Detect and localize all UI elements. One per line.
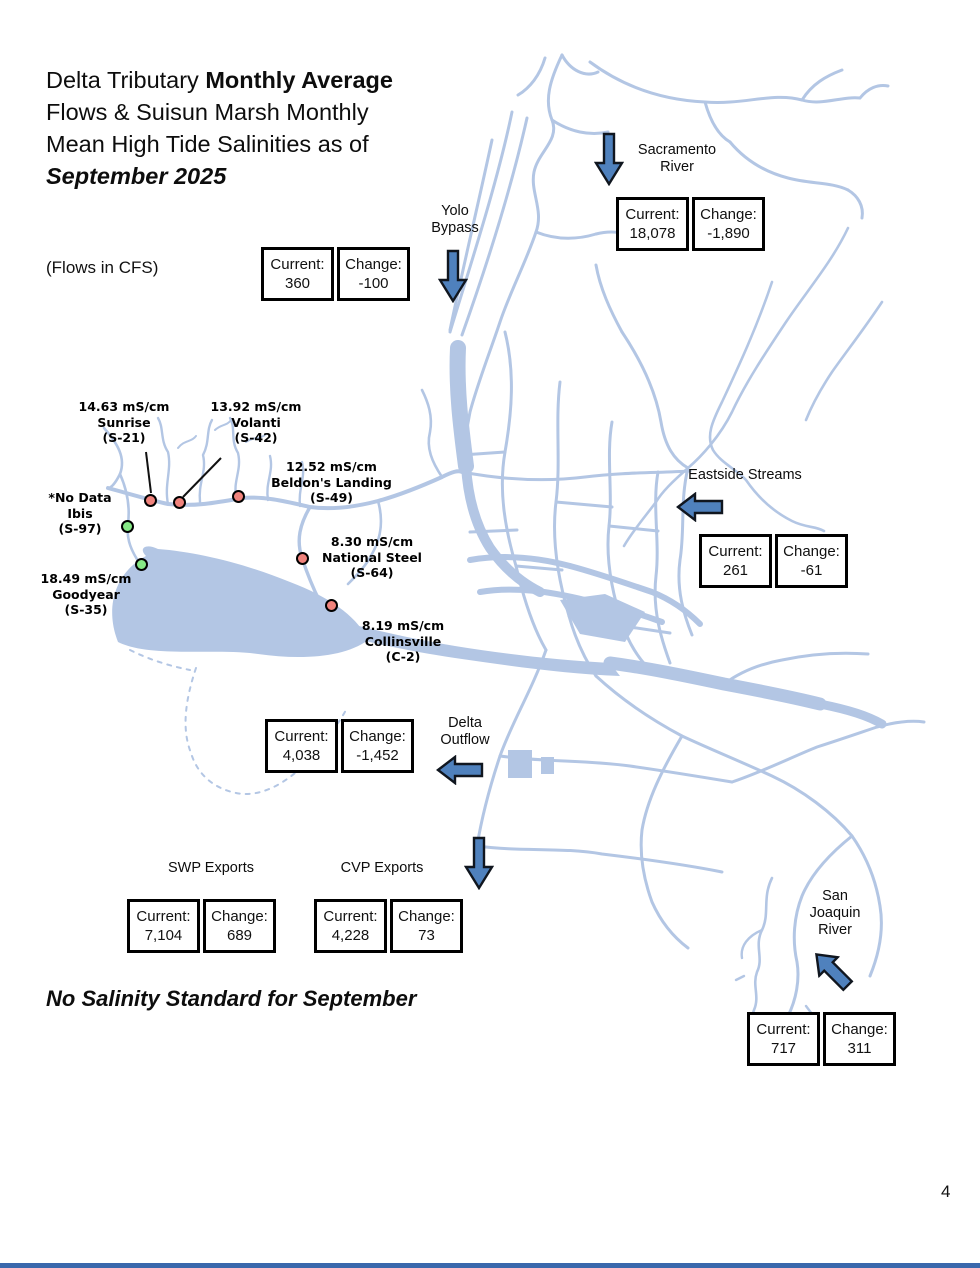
eastside-streams-label [660,467,830,484]
sacramento-label-line1: Sacramento [637,142,717,158]
swp-change-cell [203,899,276,953]
sunrise-value: 14.63 mS/cm [78,399,170,414]
volanti-code: (S-42) [234,430,278,445]
station-label-sunrise [58,399,190,446]
national-steel-name: National Steel [322,549,422,565]
title-line-4: September 2025 [46,163,227,189]
swp-current-cell [127,899,200,953]
current-label: Current: [756,1020,811,1038]
sjr-current-cell [747,1012,820,1066]
cvp-label-line1: CVP Exports [340,860,424,876]
footer-accent-bar [0,1263,980,1268]
eastside-label-line1: Eastside Streams [688,467,802,483]
sunrise-station-dot [144,494,157,507]
swp-change-value: 689 [226,926,253,944]
sacramento-river-label [617,142,737,176]
ibis-value: *No Data [48,490,112,505]
eastside-current-cell [699,534,772,588]
page-title [46,64,486,192]
yolo-bypass-label-line2: Bypass [431,220,479,236]
swp-current-value: 7,104 [144,926,183,944]
delta-outflow-left-arrow-icon [436,755,484,785]
current-label: Current: [274,727,329,745]
sunrise-code: (S-21) [102,430,146,445]
sjr-change-value: 311 [847,1039,872,1057]
beldons-landing-station-dot [232,490,245,503]
eastside-change-cell [775,534,848,588]
station-leader-lines [146,452,221,497]
yolo-change-value: -100 [358,274,389,292]
goodyear-code: (S-35) [64,602,108,617]
collinsville-station-dot [325,599,338,612]
swp-label-line1: SWP Exports [168,860,254,876]
sjr-change-cell [823,1012,896,1066]
yolo-bypass-table [261,247,410,301]
volanti-name: Volanti [231,414,281,430]
change-label: Change: [211,907,268,925]
outflow-change-cell [341,719,414,773]
sacramento-change-value: -1,890 [707,224,750,242]
ibis-station-dot [121,520,134,533]
yolo-change-cell [337,247,410,301]
title-bold-part: Monthly Average [205,67,393,93]
change-label: Change: [831,1020,888,1038]
sjr-current-value: 717 [770,1039,797,1057]
collinsville-value: 8.19 mS/cm [361,618,445,633]
station-label-ibis [34,490,126,537]
sacramento-label-line2: River [660,159,694,175]
change-label: Change: [700,205,757,223]
outflow-current-value: 4,038 [282,746,321,764]
beldons-code: (S-49) [309,490,353,505]
exports-down-arrow-icon [464,836,494,890]
sacramento-current-value: 18,078 [629,224,676,242]
current-label: Current: [323,907,378,925]
station-label-volanti [195,399,317,446]
change-label: Change: [398,907,455,925]
cvp-current-value: 4,228 [331,926,370,944]
cvp-change-cell [390,899,463,953]
yolo-bypass-down-arrow-icon [438,249,468,303]
cvp-exports-label [307,860,457,877]
cvp-exports-table [314,899,463,953]
change-label: Change: [349,727,406,745]
sacramento-change-cell [692,197,765,251]
cvp-change-value: 73 [418,926,435,944]
sjr-label-line1: San [822,888,848,904]
title-line-3: Mean High Tide Salinities as of [46,131,369,157]
yolo-bypass-label [410,203,500,237]
eastside-change-value: -61 [800,561,823,579]
eastside-streams-left-arrow-icon [676,492,724,522]
beldons-name: Beldon's Landing [271,474,392,490]
outflow-label-line1: Delta [448,715,482,731]
yolo-current-value: 360 [284,274,311,292]
outflow-label-line2: Outflow [440,732,490,748]
san-joaquin-river-label [795,888,875,939]
outflow-current-cell [265,719,338,773]
current-label: Current: [270,255,325,273]
national-steel-code: (S-64) [350,565,394,580]
swp-exports-label [136,860,286,877]
sjr-label-line3: River [818,922,852,938]
eastside-streams-table [699,534,848,588]
station-label-goodyear [24,571,148,618]
goodyear-value: 18.49 mS/cm [40,571,132,586]
eastside-current-value: 261 [722,561,749,579]
national-steel-value: 8.30 mS/cm [330,534,414,549]
station-label-national-steel [298,534,446,581]
sjr-label-line2: Joaquin [809,905,861,921]
volanti-station-dot [173,496,186,509]
current-label: Current: [708,542,763,560]
ibis-code: (S-97) [58,521,102,536]
outflow-change-value: -1,452 [356,746,399,764]
swp-exports-table [127,899,276,953]
station-label-beldons-landing [254,459,409,506]
title-normal-part: Delta Tributary [46,67,206,93]
current-label: Current: [136,907,191,925]
salinity-standard-note: No Salinity Standard for September [46,986,417,1011]
ibis-name: Ibis [67,505,93,521]
beldons-value: 12.52 mS/cm [286,459,377,474]
change-label: Change: [783,542,840,560]
delta-outflow-label [425,715,505,749]
current-label: Current: [625,205,680,223]
collinsville-name: Collinsville [364,633,442,649]
cvp-current-cell [314,899,387,953]
page-number: 4 [941,1182,951,1201]
change-label: Change: [345,255,402,273]
yolo-current-cell [261,247,334,301]
flows-unit-note: (Flows in CFS) [46,258,159,277]
yolo-bypass-label-line1: Yolo [441,203,469,219]
national-steel-station-dot [296,552,309,565]
sacramento-river-table [616,197,765,251]
collinsville-code: (C-2) [385,649,421,664]
goodyear-station-dot [135,558,148,571]
goodyear-name: Goodyear [52,586,120,602]
volanti-value: 13.92 mS/cm [210,399,302,414]
san-joaquin-river-table [747,1012,896,1066]
sunrise-name: Sunrise [97,414,151,430]
station-label-collinsville [340,618,466,665]
title-line-2: Flows & Suisun Marsh Monthly [46,99,369,125]
title-line-1 [46,64,486,96]
sacramento-current-cell [616,197,689,251]
delta-outflow-table [265,719,414,773]
